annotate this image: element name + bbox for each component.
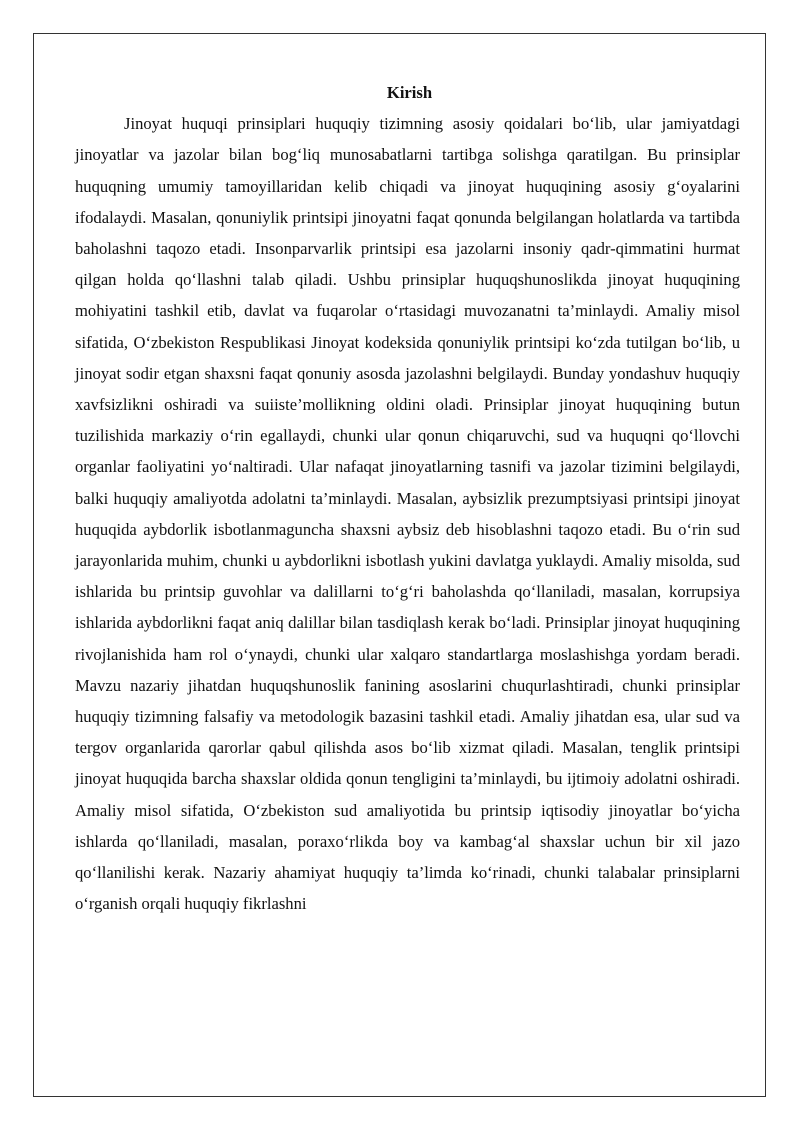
section-heading: Kirish (386, 83, 433, 102)
document-body (75, 77, 740, 919)
body-paragraph: Jinoyat huquqi prinsiplari huquqiy tizimning asosiy qoidalari bo‘lib, ular jamiyatdagi jinoyatlar va jazolar bilan bog‘liq munosabatlarni tartibga solishga qaratilgan. Bu prinsiplar huquqning umumiy tamoyillaridan kelib chiqadi va jinoyat huquqining asosiy g‘oyalarini ifodalaydi. Masalan, qonuniylik printsipi jinoyatni faqat qonunda belgilangan holatlarda va tartibda baholashni taqozo etadi. Insonparvarlik printsipi esa jazolarni insoniy qadr-qimmatini hurmat qilgan holda qo‘llashni talab qiladi. Ushbu prinsiplar huquqshunoslikda jinoyat huquqining mohiyatini tashkil etib, davlat va fuqarolar o‘rtasidagi muvozanatni ta’minlaydi. Amaliy misol sifatida, O‘zbekiston Respublikasi Jinoyat kodeksida qonuniylik printsipi ko‘zda tutilgan bo‘lib, u jinoyat sodir etgan shaxsni faqat qonuniy asosda jazolashni belgilaydi. Bunday yondashuv huquqiy xavfsizlikni oshiradi va suiiste’mollikning oldini oladi. Prinsiplar jinoyat huquqining butun tuzilishida markaziy o‘rin egallaydi, chunki ular qonun chiqaruvchi, sud va huquqni qo‘llovchi organlar faoliyatini yo‘naltiradi. Ular nafaqat jinoyatlarning tasnifi va jazolar tizimini belgilaydi, balki huquqiy amaliyotda adolatni ta’minlaydi. Masalan, aybsizlik prezumptsiyasi printsipi jinoyat huquqida aybdorlik isbotlanmaguncha shaxsni aybsiz deb hisoblashni taqozo etadi. Bu o‘rin sud jarayonlarida muhim, chunki u aybdorlikni isbotlash yukini davlatga yuklaydi. Amaliy misolda, sud ishlarida bu printsip guvohlar va dalillarni to‘g‘ri baholashda qo‘llaniladi, masalan, korrupsiya ishlarida aybdorlikni faqat aniq dalillar bilan tasdiqlash kerak bo‘ladi. Prinsiplar jinoyat huquqining rivojlanishida ham rol o‘ynaydi, chunki ular xalqaro standartlarga moslashishga yordam beradi. Mavzu nazariy jihatdan huquqshunoslik fanining asoslarini chuqurlashtiradi, chunki prinsiplar huquqiy tizimning falsafiy va metodologik bazasini tashkil etadi. Amaliy jihatdan esa, ular sud va tergov organlarida qarorlar qabul qilishda asos bo‘lib xizmat qiladi. Masalan, tenglik printsipi jinoyat huquqida barcha shaxslar oldida qonun tengligini ta’minlaydi, bu ijtimoiy adolatni oshiradi. Amaliy misol sifatida, O‘zbekiston sud amaliyotida bu printsip iqtisodiy jinoyatlar bo‘yicha ishlarda qo‘llaniladi, masalan, poraxo‘rlikda boy va kambag‘al shaxslar uchun bir xil jazo qo‘llanilishi kerak. Nazariy ahamiyat huquqiy ta’limda ko‘rinadi, chunki talabalar prinsiplarni o‘rganish orqali huquqiy fikrlashni (75, 114, 740, 914)
